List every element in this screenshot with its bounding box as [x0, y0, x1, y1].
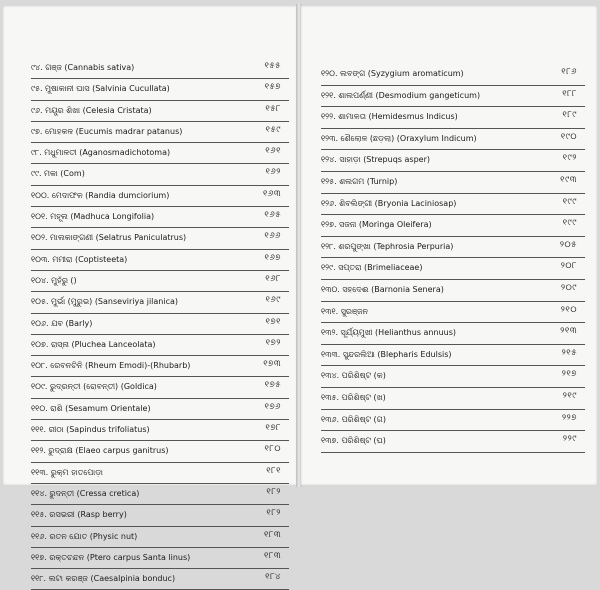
entry-title: ୧୩୫. ପରିଶିଷ୍ଟ (ଖ): [321, 392, 386, 402]
entry-title: ୧୨୧. ଶାଲପର୍ଣ୍ଣୀ (Desmodium gangeticum): [321, 90, 481, 100]
entry-page-number: ୧୮୩: [263, 529, 281, 540]
entry-page-number: ୨୧୫: [561, 347, 577, 358]
entry-title: ୧୨୮. ଶରପୁଙ୍ଖା (Tephrosia Perpuria): [321, 241, 454, 251]
entry-page-number: ୧୬୧: [265, 146, 281, 157]
contents-entry: [31, 79, 289, 100]
entry-title: ୧୩୧. ସୁରଞ୍ଜନ: [321, 306, 369, 316]
entry-page-number: ୧୮୧: [266, 465, 281, 476]
contents-entry: [31, 122, 289, 143]
contents-entry: [321, 323, 585, 345]
entry-page-number: ୧୮୮: [562, 88, 577, 99]
entry-page-number: ୧୭୧: [265, 316, 281, 327]
entry-page-number: ୧୯୯: [562, 196, 577, 207]
entry-title: ୧୨୪. ସାହାଡ଼ା (Strepuqs asper): [321, 155, 430, 165]
entry-page-number: ୧୬୭: [264, 252, 281, 263]
contents-entry: [321, 388, 585, 410]
entry-page-number: ୨୧୩: [560, 326, 577, 337]
entry-page-number: ୨୦୫: [559, 239, 577, 250]
entry-title: ୧୩୪. ପରିଶିଷ୍ଟ (କ): [321, 371, 386, 381]
contents-entry: [31, 548, 289, 569]
contents-entry: [31, 58, 289, 79]
contents-entry: [31, 484, 289, 505]
entry-page-number: ୧୯୦: [560, 131, 577, 142]
entry-title: ୧୦୯. ରୁଦ୍ରନ୍ତୀ (ରୋବନ୍ତୀ) (Goldica): [31, 382, 157, 392]
contents-entry: [31, 143, 289, 164]
entry-page-number: ୧୭୬: [264, 401, 281, 412]
entry-page-number: ୧୬୯: [265, 295, 281, 306]
entry-title: ୯୯. ମକା (Com): [31, 169, 85, 179]
contents-entry: [321, 194, 585, 216]
entry-page-number: ୧୫୫: [264, 61, 281, 71]
entry-title: ୯୭. ମୋହକଳ (Eucumis madrar patanus): [31, 126, 183, 136]
entry-title: ୧୨୬. ଶିବଲିଙ୍ଗୀ (Bryonia Laciniosap): [321, 198, 457, 208]
entry-page-number: ୧୮୦: [264, 444, 281, 455]
entry-title: ୧୦୨. ମାଲକାଙ୍ଗଣୀ (Selatrus Paniculatrus): [31, 233, 187, 243]
entry-page-number: ୨୧୯: [562, 390, 577, 401]
entry-title: ୧୦୫. ମୁର୍ଭା (ମୁରୁଭ) (Sanseviriya jilanica): [31, 297, 179, 307]
contents-entry: [321, 129, 585, 151]
entry-page-number: ୧୮୪: [265, 572, 281, 583]
contents-entry: [31, 377, 289, 398]
entry-page-number: ୧୫୭: [264, 82, 281, 93]
contents-entry: [321, 86, 585, 108]
entry-title: ୧୦୩. ମମୀରା (Coptisteeta): [31, 254, 128, 264]
entry-page-number: ୧୫୮: [265, 103, 281, 114]
entry-title: ୧୦୭. ରାସ୍ନା (Pluchea Lanceolata): [31, 339, 156, 349]
entry-page-number: ୨୨୭: [561, 412, 577, 423]
entry-page-number: ୧୮୯: [562, 110, 577, 121]
entry-title: ୯୪. ଗଞ୍ଜ (Cannabis sativa): [31, 63, 135, 72]
entry-page-number: ୧୫୯: [265, 124, 281, 135]
entry-page-number: ୨୦୯: [560, 282, 577, 293]
contents-entry: [31, 399, 289, 420]
entry-title: ୧୩୦. ସହଦେଈ (Barnonia Senera): [321, 284, 444, 294]
contents-entry: [31, 420, 289, 441]
contents-entry: [31, 314, 289, 335]
entry-title: ୧୧୨. ରୁଦ୍ରାକ୍ଷ (Elaeo carpus ganitrus): [31, 446, 169, 456]
contents-entry: [321, 64, 585, 86]
contents-entry: [31, 335, 289, 356]
contents-entry: [31, 527, 289, 548]
entry-page-number: ୧୯୯: [562, 218, 577, 229]
entry-page-number: ୧୬୬: [264, 231, 281, 242]
left-page: [3, 6, 297, 584]
entry-title: ୧୨୯. ସପ୍ତରା (Brimeliaceae): [321, 263, 423, 273]
entry-page-number: ୧୭୩: [263, 359, 281, 370]
contents-entry: [321, 366, 585, 388]
entry-title: ୧୩୩. ସୁନ୍ଦରଲିଆ (Blepharis Edulsis): [321, 349, 452, 359]
entry-page-number: ୨୧୭: [561, 369, 577, 380]
contents-entry: [31, 441, 289, 462]
entry-page-number: ୧୬୫: [264, 210, 281, 221]
entry-page-number: ୧୮୬: [561, 67, 577, 77]
contents-entry: [321, 302, 585, 324]
entry-title: ୧୧୩. ରୁକ୍ମ ହାତପୋଡ଼ା: [31, 467, 103, 477]
entry-title: ୧୦୬. ଯବ (Barly): [31, 318, 93, 328]
entry-page-number: ୧୮୨: [266, 508, 281, 519]
entry-title: ୧୨୦. ଲବଙ୍ଗ (Syzygium aromaticum): [321, 69, 464, 78]
contents-entry: [321, 172, 585, 194]
entry-title: ୧୨୫. ଶଲଗମ (Turnip): [321, 176, 398, 186]
contents-entry: [321, 150, 585, 172]
entry-title: ୧୧୭. ରକ୍ତଚନ୍ଦନ (Ptero carpus Santa linus): [31, 552, 191, 562]
contents-entry: [31, 569, 289, 590]
entry-title: ୧୩୬. ପରିଶିଷ୍ଟ (ଗ): [321, 414, 386, 424]
contents-entry: [321, 215, 585, 237]
contents-entry: [31, 271, 289, 292]
contents-entry: [31, 356, 289, 377]
entry-title: ୯୬. ମୟୂର ଶିଖା (Celesia Cristata): [31, 105, 152, 115]
contents-entry: [31, 228, 289, 249]
entry-page-number: ୧୬୩: [263, 188, 281, 199]
entry-page-number: ୧୭୨: [265, 337, 281, 348]
contents-entry: [31, 250, 289, 271]
entry-title: ୧୧୪. ରୁଦନ୍ତୀ (Cressa cretica): [31, 488, 140, 498]
entry-title: ୧୨୩. ଶୈଲୋଳ (ଛଡ଼ଲା) (Oraxylum Indicum): [321, 133, 477, 143]
entry-title: ୧୧୦. ରାଶି (Sesamum Orientale): [31, 403, 151, 413]
entry-title: ୯୮. ମଧୁମାଳତୀ (Aganosmadichotoma): [31, 148, 171, 158]
contents-entry: [31, 101, 289, 122]
contents-entry: [321, 280, 585, 302]
contents-entry: [321, 237, 585, 259]
entry-page-number: ୧୭୫: [264, 380, 281, 391]
entry-title: ୧୧୬. ରତନ ଯୋତ (Physic nut): [31, 531, 138, 541]
entry-page-number: ୧୯୨: [562, 153, 577, 164]
entry-title: ୧୨୭. ସଜନା (Moringa Oleifera): [321, 220, 432, 230]
entry-title: ୧୩୨. ସୂର୍ଯ୍ୟମୁଖୀ (Helianthus annuus): [321, 328, 456, 338]
contents-list-right: [321, 64, 585, 453]
contents-entry: [31, 164, 289, 185]
entry-title: ୧୧୮. ଲଟା କରଞ୍ଜ (Caesalpinia bonduc): [31, 574, 176, 584]
entry-page-number: ୧୯୩: [560, 174, 577, 185]
entry-page-number: ୧୬୮: [265, 273, 281, 284]
contents-entry: [31, 505, 289, 526]
contents-entry: [31, 186, 289, 207]
entry-page-number: ୨୦୮: [560, 261, 577, 272]
entry-page-number: ୨୧୦: [560, 304, 577, 315]
contents-entry: [321, 431, 585, 453]
entry-title: ୧୧୫. ରସଭରୀ (Rasp berry): [31, 510, 127, 520]
contents-entry: [321, 107, 585, 129]
entry-page-number: ୧୬୨: [265, 167, 281, 178]
contents-entry: [31, 292, 289, 313]
contents-entry: [321, 345, 585, 367]
contents-entry: [31, 463, 289, 484]
right-page: [301, 6, 597, 485]
contents-entry: [321, 258, 585, 280]
entry-page-number: ୧୮୨: [266, 486, 281, 497]
entry-page-number: ୧୭୮: [265, 423, 281, 434]
entry-title: ୧୦୧. ମହୂଲ (Madhuca Longifolia): [31, 212, 155, 222]
contents-entry: [31, 207, 289, 228]
entry-title: ୧୦୦. ମେଦାଫଳ (Randia dumciorium): [31, 190, 170, 200]
entry-title: ୧୦୪. ମୁହଁରୁ (): [31, 275, 77, 285]
entry-title: ୯୫. ମୁଷାକାନୀ ଘାସ (Salvinia Cucullata): [31, 84, 170, 94]
entry-title: ୧୦୮. ରେବନଚିନି (Rheum Emodi)-(Rhubarb): [31, 361, 191, 371]
entry-title: ୧୩୭. ପରିଶିଷ୍ଟ (ଘ): [321, 436, 386, 446]
entry-title: ୧୧୧. ରୀଠା (Sapindus trifoliatus): [31, 425, 150, 435]
entry-page-number: ୨୨୯: [562, 434, 577, 445]
contents-entry: [321, 410, 585, 432]
entry-title: ୧୨୨. ଶାମାଳତା (Hemidesmus Indicus): [321, 112, 458, 122]
contents-list-left: [31, 58, 289, 590]
entry-page-number: ୧୮୩: [263, 550, 281, 561]
